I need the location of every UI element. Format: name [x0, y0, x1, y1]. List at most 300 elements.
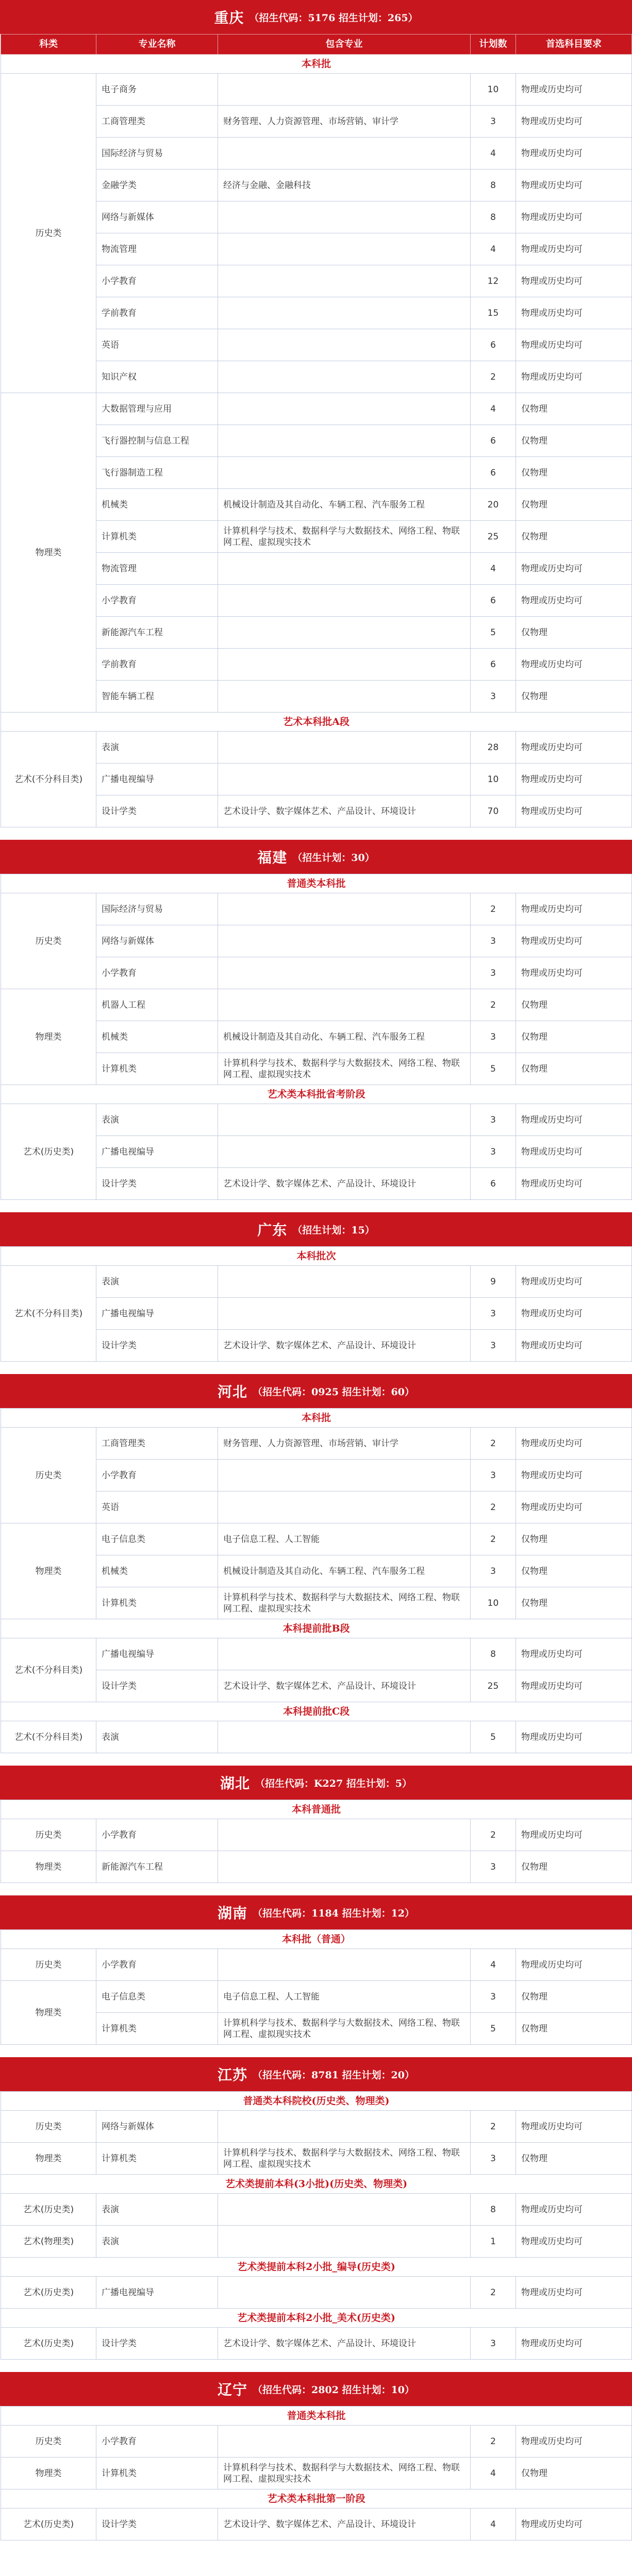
major-cell: 新能源汽车工程	[96, 617, 218, 649]
major-cell: 小学教育	[96, 2426, 218, 2458]
province-section	[0, 1766, 632, 1883]
includes-cell	[218, 1721, 471, 1753]
requirement-cell: 物理或历史均可	[516, 1168, 632, 1200]
major-cell: 网络与新媒体	[96, 201, 218, 233]
includes-cell	[218, 297, 471, 329]
major-cell: 机械类	[96, 1021, 218, 1053]
requirement-cell: 物理或历史均可	[516, 265, 632, 297]
province-name: 湖南	[218, 1905, 248, 1922]
includes-cell	[218, 553, 471, 585]
province-section	[0, 2057, 632, 2360]
plan-cell: 1	[471, 2226, 516, 2258]
major-cell: 设计学类	[96, 1670, 218, 1702]
requirement-cell: 物理或历史均可	[516, 2194, 632, 2226]
plan-cell: 6	[471, 585, 516, 617]
batch-row	[1, 2258, 632, 2277]
includes-cell	[218, 1492, 471, 1523]
includes-cell	[218, 2226, 471, 2258]
requirement-cell: 仅物理	[516, 1555, 632, 1587]
major-cell: 金融学类	[96, 170, 218, 201]
plan-cell: 6	[471, 457, 516, 489]
table-row	[1, 893, 632, 925]
major-cell: 机械类	[96, 1555, 218, 1587]
includes-cell: 电子信息工程、人工智能	[218, 1523, 471, 1555]
includes-cell	[218, 2426, 471, 2458]
batch-title: 本科提前批C段	[1, 1702, 632, 1721]
province-subtitle: （招生代码：K227 招生计划：5）	[255, 1777, 412, 1789]
major-cell: 广播电视编导	[96, 2277, 218, 2309]
header-major: 专业名称	[96, 35, 218, 55]
plan-cell: 70	[471, 795, 516, 827]
plan-cell: 5	[471, 1053, 516, 1085]
plan-cell: 3	[471, 1021, 516, 1053]
major-cell: 英语	[96, 329, 218, 361]
table-row	[1, 1523, 632, 1555]
major-cell: 小学教育	[96, 957, 218, 989]
plan-table	[1, 1246, 632, 1362]
includes-cell	[218, 265, 471, 297]
batch-row	[1, 1247, 632, 1266]
major-cell: 物流管理	[96, 553, 218, 585]
requirement-cell: 物理或历史均可	[516, 1721, 632, 1753]
major-cell: 设计学类	[96, 795, 218, 827]
requirement-cell: 物理或历史均可	[516, 1104, 632, 1136]
province-name: 河北	[218, 1383, 248, 1400]
requirement-cell: 仅物理	[516, 1523, 632, 1555]
includes-cell: 计算机科学与技术、数据科学与大数据技术、网络工程、物联网工程、虚拟现实技术	[218, 2143, 471, 2175]
major-cell: 小学教育	[96, 265, 218, 297]
category-cell: 物理类	[1, 1523, 96, 1619]
category-cell: 艺术(历史类)	[1, 2509, 96, 2540]
header-category: 科类	[1, 35, 96, 55]
requirement-cell: 仅物理	[516, 1053, 632, 1085]
table-row	[1, 1721, 632, 1753]
plan-cell: 3	[471, 1104, 516, 1136]
plan-cell: 10	[471, 764, 516, 795]
batch-row	[1, 1619, 632, 1638]
batch-row	[1, 874, 632, 893]
province-section	[0, 1374, 632, 1753]
province-section	[0, 2372, 632, 2540]
province-section	[0, 1212, 632, 1362]
includes-cell	[218, 1851, 471, 1883]
requirement-cell: 物理或历史均可	[516, 585, 632, 617]
province-subtitle: （招生计划：15）	[292, 1224, 375, 1236]
plan-cell: 2	[471, 2277, 516, 2309]
includes-cell	[218, 138, 471, 170]
plan-cell: 25	[471, 521, 516, 553]
plan-cell: 15	[471, 297, 516, 329]
plan-table	[1, 2091, 632, 2360]
includes-cell: 电子信息工程、人工智能	[218, 1981, 471, 2013]
requirement-cell: 物理或历史均可	[516, 1298, 632, 1330]
province-subtitle: （招生代码：8781 招生计划：20）	[253, 2069, 414, 2081]
includes-cell: 计算机科学与技术、数据科学与大数据技术、网络工程、物联网工程、虚拟现实技术	[218, 521, 471, 553]
major-cell: 计算机类	[96, 2013, 218, 2045]
plan-cell: 2	[471, 1819, 516, 1851]
province-header	[0, 2057, 632, 2091]
requirement-cell: 仅物理	[516, 681, 632, 713]
major-cell: 设计学类	[96, 1330, 218, 1362]
province-header	[0, 0, 632, 34]
requirement-cell: 物理或历史均可	[516, 106, 632, 138]
major-cell: 小学教育	[96, 585, 218, 617]
includes-cell	[218, 361, 471, 393]
major-cell: 工商管理类	[96, 106, 218, 138]
plan-cell: 20	[471, 489, 516, 521]
requirement-cell: 仅物理	[516, 489, 632, 521]
batch-row	[1, 1085, 632, 1104]
section-spacer	[0, 827, 632, 840]
table-row	[1, 1949, 632, 1981]
batch-title: 普通类本科批	[1, 2406, 632, 2426]
includes-cell	[218, 2277, 471, 2309]
province-subtitle: （招生计划：30）	[292, 852, 375, 863]
requirement-cell: 物理或历史均可	[516, 1460, 632, 1492]
includes-cell	[218, 329, 471, 361]
category-cell: 艺术(不分科目类)	[1, 732, 96, 827]
major-cell: 学前教育	[96, 649, 218, 681]
includes-cell	[218, 617, 471, 649]
province-section	[0, 1895, 632, 2045]
requirement-cell: 物理或历史均可	[516, 925, 632, 957]
table-row	[1, 2226, 632, 2258]
section-spacer	[0, 2045, 632, 2057]
province-header	[0, 1895, 632, 1929]
includes-cell	[218, 1298, 471, 1330]
requirement-cell: 物理或历史均可	[516, 1136, 632, 1168]
major-cell: 广播电视编导	[96, 764, 218, 795]
category-cell: 艺术(不分科目类)	[1, 1638, 96, 1702]
plan-cell: 4	[471, 553, 516, 585]
province-subtitle: （招生代码：1184 招生计划：12）	[253, 1907, 414, 1919]
requirement-cell: 仅物理	[516, 2013, 632, 2045]
major-cell: 网络与新媒体	[96, 2111, 218, 2143]
province-subtitle: （招生代码：0925 招生计划：60）	[253, 1386, 414, 1398]
major-cell: 小学教育	[96, 1460, 218, 1492]
plan-cell: 10	[471, 74, 516, 106]
requirement-cell: 仅物理	[516, 1021, 632, 1053]
province-header	[0, 1212, 632, 1246]
includes-cell	[218, 764, 471, 795]
table-row	[1, 74, 632, 106]
major-cell: 机械类	[96, 489, 218, 521]
includes-cell	[218, 2111, 471, 2143]
major-cell: 大数据管理与应用	[96, 393, 218, 425]
category-cell: 物理类	[1, 989, 96, 1085]
requirement-cell: 物理或历史均可	[516, 297, 632, 329]
requirement-cell: 物理或历史均可	[516, 1949, 632, 1981]
category-cell: 历史类	[1, 1428, 96, 1523]
table-row	[1, 2111, 632, 2143]
major-cell: 广播电视编导	[96, 1298, 218, 1330]
includes-cell	[218, 957, 471, 989]
batch-title: 艺术类提前本科(3小批)(历史类、物理类)	[1, 2175, 632, 2194]
plan-cell: 4	[471, 233, 516, 265]
batch-row	[1, 1702, 632, 1721]
major-cell: 飞行器制造工程	[96, 457, 218, 489]
plan-cell: 25	[471, 1670, 516, 1702]
major-cell: 计算机类	[96, 2143, 218, 2175]
major-cell: 表演	[96, 1266, 218, 1298]
includes-cell: 计算机科学与技术、数据科学与大数据技术、网络工程、物联网工程、虚拟现实技术	[218, 1053, 471, 1085]
province-section	[0, 0, 632, 827]
plan-cell: 2	[471, 893, 516, 925]
table-row	[1, 1981, 632, 2013]
plan-cell: 3	[471, 1851, 516, 1883]
major-cell: 表演	[96, 1104, 218, 1136]
plan-table	[1, 34, 632, 827]
table-row	[1, 2194, 632, 2226]
major-cell: 设计学类	[96, 2509, 218, 2540]
batch-title: 本科普通批	[1, 1800, 632, 1819]
batch-title: 艺术本科批A段	[1, 713, 632, 732]
requirement-cell: 物理或历史均可	[516, 361, 632, 393]
includes-cell	[218, 393, 471, 425]
plan-cell: 8	[471, 1638, 516, 1670]
includes-cell	[218, 585, 471, 617]
includes-cell	[218, 681, 471, 713]
major-cell: 知识产权	[96, 361, 218, 393]
plan-cell: 2	[471, 361, 516, 393]
batch-title: 普通类本科院校(历史类、物理类)	[1, 2092, 632, 2111]
includes-cell: 艺术设计学、数字媒体艺术、产品设计、环境设计	[218, 795, 471, 827]
batch-title: 本科提前批B段	[1, 1619, 632, 1638]
batch-row	[1, 1800, 632, 1819]
major-cell: 表演	[96, 2226, 218, 2258]
header-requirement: 首选科目要求	[516, 35, 632, 55]
plan-cell: 3	[471, 2328, 516, 2360]
table-row	[1, 2458, 632, 2489]
requirement-cell: 物理或历史均可	[516, 957, 632, 989]
plan-cell: 10	[471, 1587, 516, 1619]
requirement-cell: 物理或历史均可	[516, 1492, 632, 1523]
requirement-cell: 物理或历史均可	[516, 893, 632, 925]
category-cell: 历史类	[1, 1949, 96, 1981]
plan-cell: 8	[471, 201, 516, 233]
batch-row	[1, 2309, 632, 2328]
major-cell: 国际经济与贸易	[96, 138, 218, 170]
plan-cell: 2	[471, 1492, 516, 1523]
table-row	[1, 1638, 632, 1670]
table-row	[1, 2426, 632, 2458]
plan-cell: 3	[471, 1330, 516, 1362]
includes-cell	[218, 1136, 471, 1168]
requirement-cell: 物理或历史均可	[516, 233, 632, 265]
batch-title: 艺术类提前本科2小批_编导(历史类)	[1, 2258, 632, 2277]
batch-title: 普通类本科批	[1, 874, 632, 893]
table-row	[1, 1104, 632, 1136]
requirement-cell: 物理或历史均可	[516, 138, 632, 170]
major-cell: 表演	[96, 2194, 218, 2226]
plan-table	[1, 1800, 632, 1883]
province-header	[0, 2372, 632, 2406]
plan-cell: 5	[471, 617, 516, 649]
includes-cell	[218, 2194, 471, 2226]
province-section	[0, 840, 632, 1200]
includes-cell	[218, 1460, 471, 1492]
table-row	[1, 1819, 632, 1851]
batch-row	[1, 55, 632, 74]
requirement-cell: 物理或历史均可	[516, 2509, 632, 2540]
section-spacer	[0, 1200, 632, 1212]
plan-cell: 3	[471, 2143, 516, 2175]
table-row	[1, 1266, 632, 1298]
major-cell: 学前教育	[96, 297, 218, 329]
plan-cell: 2	[471, 989, 516, 1021]
requirement-cell: 物理或历史均可	[516, 2226, 632, 2258]
plan-cell: 8	[471, 170, 516, 201]
category-cell: 艺术(物理类)	[1, 2226, 96, 2258]
batch-row	[1, 2489, 632, 2509]
requirement-cell: 仅物理	[516, 617, 632, 649]
category-cell: 艺术(历史类)	[1, 2328, 96, 2360]
includes-cell	[218, 649, 471, 681]
table-row	[1, 393, 632, 425]
requirement-cell: 物理或历史均可	[516, 74, 632, 106]
table-row	[1, 2143, 632, 2175]
plan-cell: 9	[471, 1266, 516, 1298]
category-cell: 历史类	[1, 1819, 96, 1851]
includes-cell	[218, 425, 471, 457]
major-cell: 计算机类	[96, 1587, 218, 1619]
plan-cell: 4	[471, 393, 516, 425]
major-cell: 飞行器控制与信息工程	[96, 425, 218, 457]
requirement-cell: 仅物理	[516, 2143, 632, 2175]
major-cell: 广播电视编导	[96, 1638, 218, 1670]
includes-cell	[218, 989, 471, 1021]
plan-cell: 6	[471, 649, 516, 681]
requirement-cell: 物理或历史均可	[516, 1266, 632, 1298]
batch-row	[1, 2092, 632, 2111]
plan-cell: 3	[471, 106, 516, 138]
includes-cell: 计算机科学与技术、数据科学与大数据技术、网络工程、物联网工程、虚拟现实技术	[218, 2013, 471, 2045]
plan-cell: 12	[471, 265, 516, 297]
plan-table	[1, 874, 632, 1200]
table-row	[1, 1428, 632, 1460]
major-cell: 表演	[96, 1721, 218, 1753]
batch-title: 本科批	[1, 55, 632, 74]
major-cell: 工商管理类	[96, 1428, 218, 1460]
major-cell: 英语	[96, 1492, 218, 1523]
batch-row	[1, 2175, 632, 2194]
batch-title: 本科批（普通）	[1, 1930, 632, 1949]
requirement-cell: 物理或历史均可	[516, 1819, 632, 1851]
major-cell: 电子信息类	[96, 1981, 218, 2013]
requirement-cell: 物理或历史均可	[516, 1670, 632, 1702]
requirement-cell: 仅物理	[516, 1851, 632, 1883]
requirement-cell: 仅物理	[516, 457, 632, 489]
requirement-cell: 物理或历史均可	[516, 1330, 632, 1362]
province-header	[0, 840, 632, 874]
requirement-cell: 仅物理	[516, 1981, 632, 2013]
major-cell: 物流管理	[96, 233, 218, 265]
section-spacer	[0, 1753, 632, 1766]
category-cell: 物理类	[1, 393, 96, 713]
batch-title: 本科批次	[1, 1247, 632, 1266]
requirement-cell: 仅物理	[516, 521, 632, 553]
includes-cell	[218, 233, 471, 265]
major-cell: 网络与新媒体	[96, 925, 218, 957]
plan-cell: 3	[471, 1298, 516, 1330]
table-row	[1, 732, 632, 764]
plan-cell: 4	[471, 1949, 516, 1981]
includes-cell: 艺术设计学、数字媒体艺术、产品设计、环境设计	[218, 1670, 471, 1702]
major-cell: 设计学类	[96, 1168, 218, 1200]
batch-row	[1, 1930, 632, 1949]
plan-cell: 3	[471, 1981, 516, 2013]
includes-cell	[218, 925, 471, 957]
plan-cell: 3	[471, 925, 516, 957]
includes-cell: 机械设计制造及其自动化、车辆工程、汽车服务工程	[218, 1555, 471, 1587]
requirement-cell: 物理或历史均可	[516, 764, 632, 795]
section-spacer	[0, 1362, 632, 1374]
batch-row	[1, 1409, 632, 1428]
includes-cell: 计算机科学与技术、数据科学与大数据技术、网络工程、物联网工程、虚拟现实技术	[218, 1587, 471, 1619]
includes-cell: 计算机科学与技术、数据科学与大数据技术、网络工程、物联网工程、虚拟现实技术	[218, 2458, 471, 2489]
province-name: 重庆	[214, 9, 244, 26]
includes-cell	[218, 1638, 471, 1670]
category-cell: 艺术(不分科目类)	[1, 1721, 96, 1753]
batch-row	[1, 2406, 632, 2426]
header-plan: 计划数	[471, 35, 516, 55]
includes-cell	[218, 1266, 471, 1298]
plan-cell: 4	[471, 2458, 516, 2489]
table-row	[1, 2328, 632, 2360]
major-cell: 电子信息类	[96, 1523, 218, 1555]
includes-cell	[218, 893, 471, 925]
major-cell: 国际经济与贸易	[96, 893, 218, 925]
table-row	[1, 1851, 632, 1883]
plan-table	[1, 2406, 632, 2540]
plan-cell: 2	[471, 1428, 516, 1460]
province-header	[0, 1766, 632, 1800]
plan-cell: 5	[471, 1721, 516, 1753]
plan-cell: 3	[471, 1460, 516, 1492]
requirement-cell: 物理或历史均可	[516, 329, 632, 361]
province-name: 江苏	[218, 2066, 248, 2083]
section-spacer	[0, 2360, 632, 2372]
includes-cell: 机械设计制造及其自动化、车辆工程、汽车服务工程	[218, 489, 471, 521]
includes-cell: 艺术设计学、数字媒体艺术、产品设计、环境设计	[218, 2509, 471, 2540]
requirement-cell: 仅物理	[516, 425, 632, 457]
category-cell: 物理类	[1, 2143, 96, 2175]
requirement-cell: 物理或历史均可	[516, 649, 632, 681]
batch-row	[1, 713, 632, 732]
plan-cell: 2	[471, 2111, 516, 2143]
batch-title: 艺术类提前本科2小批_美术(历史类)	[1, 2309, 632, 2328]
province-name: 湖北	[220, 1775, 250, 1792]
requirement-cell: 物理或历史均可	[516, 1428, 632, 1460]
category-cell: 艺术(历史类)	[1, 2277, 96, 2309]
section-spacer	[0, 1883, 632, 1895]
province-subtitle: （招生代码：5176 招生计划：265）	[249, 12, 418, 24]
plan-cell: 3	[471, 1136, 516, 1168]
header-includes: 包含专业	[218, 35, 471, 55]
category-cell: 艺术(不分科目类)	[1, 1266, 96, 1362]
province-name: 福建	[257, 849, 288, 866]
plan-cell: 2	[471, 2426, 516, 2458]
plan-cell: 8	[471, 2194, 516, 2226]
batch-title: 艺术类本科批第一阶段	[1, 2489, 632, 2509]
major-cell: 广播电视编导	[96, 1136, 218, 1168]
plan-cell: 2	[471, 1523, 516, 1555]
table-row	[1, 2509, 632, 2540]
category-cell: 历史类	[1, 74, 96, 393]
requirement-cell: 物理或历史均可	[516, 2328, 632, 2360]
category-cell: 物理类	[1, 1851, 96, 1883]
includes-cell	[218, 457, 471, 489]
